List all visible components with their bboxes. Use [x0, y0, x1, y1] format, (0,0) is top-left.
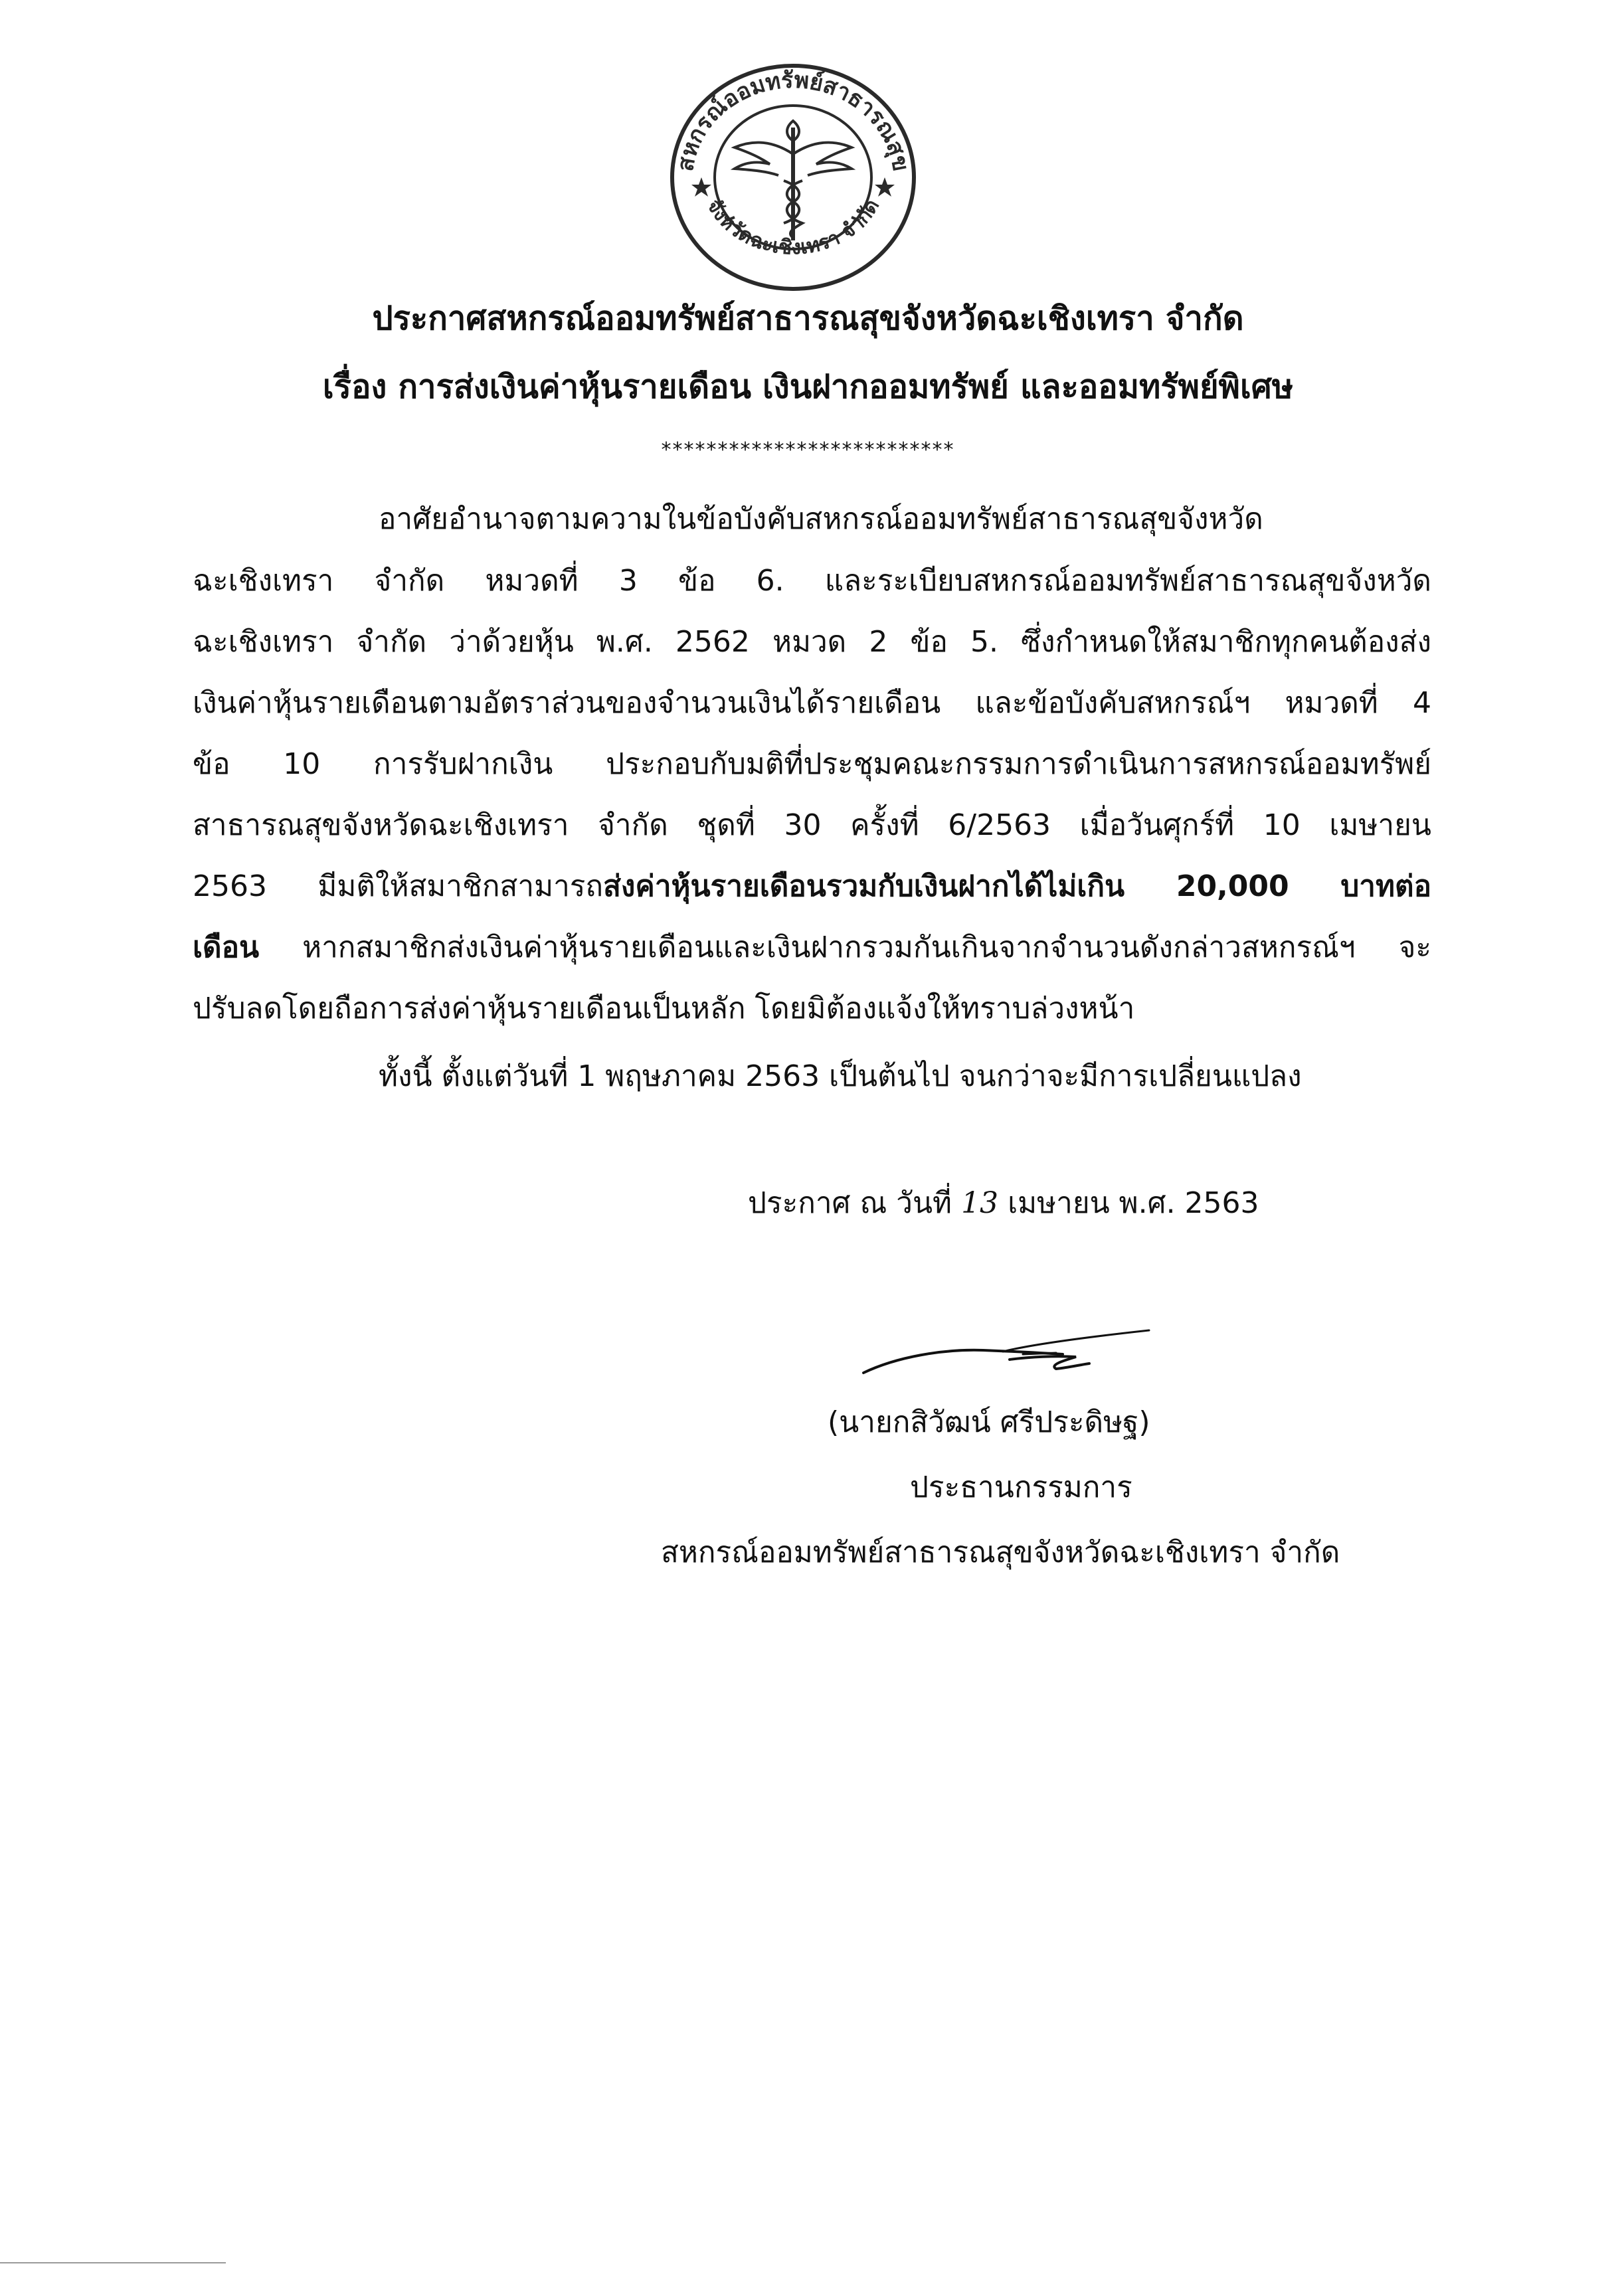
- document-subject: เรื่อง การส่งเงินค่าหุ้นรายเดือน เงินฝากออมทรัพย์ และออมทรัพย์พิเศษ: [322, 368, 1294, 406]
- body-line-1: อาศัยอำนาจตามความในข้อบังคับสหกรณ์ออมทรัพย์สาธารณสุขจังหวัด: [379, 502, 1263, 536]
- seal-star-left-icon: [691, 177, 711, 197]
- signer-position: ประธานกรรมการ: [910, 1470, 1132, 1504]
- body-line-7-emphasis: ส่งค่าหุ้นรายเดือนรวมกับเงินฝากได้ไม่เกิน 20,000 บาทต่อ: [603, 869, 1431, 903]
- seal-top-text: สหกรณ์ออมทรัพย์สาธารณสุข: [672, 66, 915, 174]
- announcement-date-prefix: ประกาศ ณ วันที่: [748, 1186, 952, 1220]
- seal-bottom-text: จังหวัดฉะเชิงเทรา จำกัด: [701, 195, 885, 260]
- body-line-7-regular: 2563 มีมติให้สมาชิกสามารถ: [193, 869, 604, 903]
- body-line-5: ข้อ 10 การรับฝากเงิน ประกอบกับมติที่ประชุมคณะกรรมการดำเนินการสหกรณ์ออมทรัพย์: [193, 747, 1431, 781]
- announcement-day: 13: [961, 1186, 999, 1220]
- body-line-9: ปรับลดโดยถือการส่งค่าหุ้นรายเดือนเป็นหลัก โดยมิต้องแจ้งให้ทราบล่วงหน้า: [193, 992, 1135, 1025]
- effective-date-line: ทั้งนี้ ตั้งแต่วันที่ 1 พฤษภาคม 2563 เป็นต้นไป จนกว่าจะมีการเปลี่ยนแปลง: [379, 1059, 1302, 1093]
- cooperative-seal: [660, 54, 926, 294]
- body-line-6: สาธารณสุขจังหวัดฉะเชิงเทรา จำกัด ชุดที่ 30 ครั้งที่ 6/2563 เมื่อวันศุกร์ที่ 10 เมษายน: [193, 808, 1431, 842]
- caduceus-emblem-icon: [727, 121, 859, 240]
- footer-scan-rule: [0, 2262, 226, 2263]
- seal-star-right-icon: [875, 177, 895, 197]
- signer-name: (นายกสิวัฒน์ ศรีประดิษฐ): [828, 1405, 1150, 1439]
- body-line-8-emphasis: เดือน: [193, 930, 260, 964]
- body-line-4: เงินค่าหุ้นรายเดือนตามอัตราส่วนของจำนวนเงินได้รายเดือน และข้อบังคับสหกรณ์ฯ หมวดที่ 4: [193, 686, 1431, 720]
- announcement-date: [748, 1186, 1259, 1220]
- body-line-3: ฉะเชิงเทรา จำกัด ว่าด้วยหุ้น พ.ศ. 2562 หมวด 2 ข้อ 5. ซึ่งกำหนดให้สมาชิกทุกคนต้องส่ง: [193, 625, 1431, 659]
- signer-organization: สหกรณ์ออมทรัพย์สาธารณสุขจังหวัดฉะเชิงเทรา จำกัด: [661, 1536, 1340, 1569]
- handwritten-signature: [857, 1325, 1162, 1385]
- announcement-date-suffix: เมษายน พ.ศ. 2563: [1008, 1186, 1259, 1220]
- body-line-7: [193, 869, 1431, 903]
- body-line-2: ฉะเชิงเทรา จำกัด หมวดที่ 3 ข้อ 6. และระเบียบสหกรณ์ออมทรัพย์สาธารณสุขจังหวัด: [193, 564, 1431, 598]
- body-line-8-regular: หากสมาชิกส่งเงินค่าหุ้นรายเดือนและเงินฝากรวมกันเกินจากจำนวนดังกล่าวสหกรณ์ฯ จะ: [259, 930, 1431, 964]
- body-line-8: [193, 930, 1431, 964]
- document-title: ประกาศสหกรณ์ออมทรัพย์สาธารณสุขจังหวัดฉะเชิงเทรา จำกัด: [372, 300, 1244, 337]
- title-divider: **************************: [661, 438, 955, 462]
